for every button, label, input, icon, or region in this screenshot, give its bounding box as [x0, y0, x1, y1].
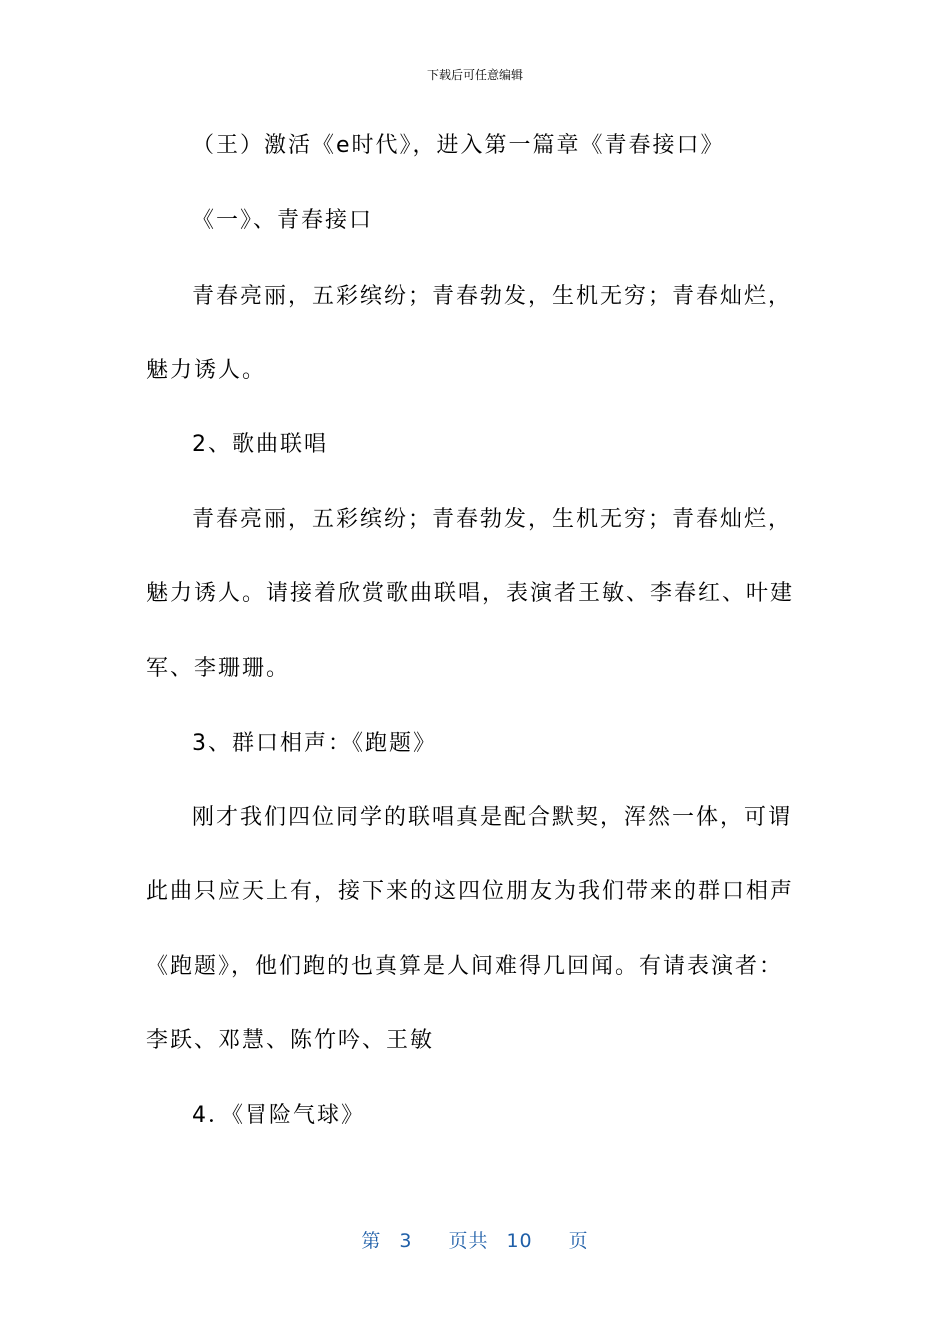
paragraph-line: 魅力诱人。请接着欣赏歌曲联唱，表演者王敏、李春红、叶建	[146, 581, 795, 606]
sub-heading: 4．《冒险气球》	[192, 1103, 365, 1128]
section-heading: （王）激活《e时代》，进入第一篇章《青春接口》	[192, 133, 725, 158]
page-footer	[0, 1226, 950, 1253]
footer-total-pages: 10	[506, 1230, 533, 1252]
paragraph-line: 军、李珊珊。	[146, 656, 291, 681]
sub-heading: 3、群口相声：《跑题》	[192, 731, 437, 756]
footer-current-page: 3	[399, 1230, 413, 1252]
paragraph-line: 青春亮丽，五彩缤纷；青春勃发，生机无穷；青春灿烂，	[192, 507, 793, 532]
footer-middle: 页共	[448, 1230, 489, 1252]
footer-suffix: 页	[568, 1230, 589, 1252]
paragraph-line: 《跑题》，他们跑的也真算是人间难得几回闻。有请表演者：	[146, 954, 784, 979]
paragraph-line: 刚才我们四位同学的联唱真是配合默契，浑然一体，可谓	[192, 805, 793, 830]
paragraph-line: 此曲只应天上有，接下来的这四位朋友为我们带来的群口相声	[146, 879, 795, 904]
paragraph-line: 青春亮丽，五彩缤纷；青春勃发，生机无穷；青春灿烂，	[192, 284, 793, 309]
paragraph-line: 魅力诱人。	[146, 358, 267, 383]
sub-heading: 《一》、青春接口	[192, 208, 374, 233]
footer-prefix: 第	[361, 1230, 382, 1252]
header-note: 下载后可任意编辑	[426, 68, 523, 82]
paragraph-line: 李跃、邓慧、陈竹吟、王敏	[146, 1028, 435, 1053]
sub-heading: 2、歌曲联唱	[192, 432, 328, 457]
